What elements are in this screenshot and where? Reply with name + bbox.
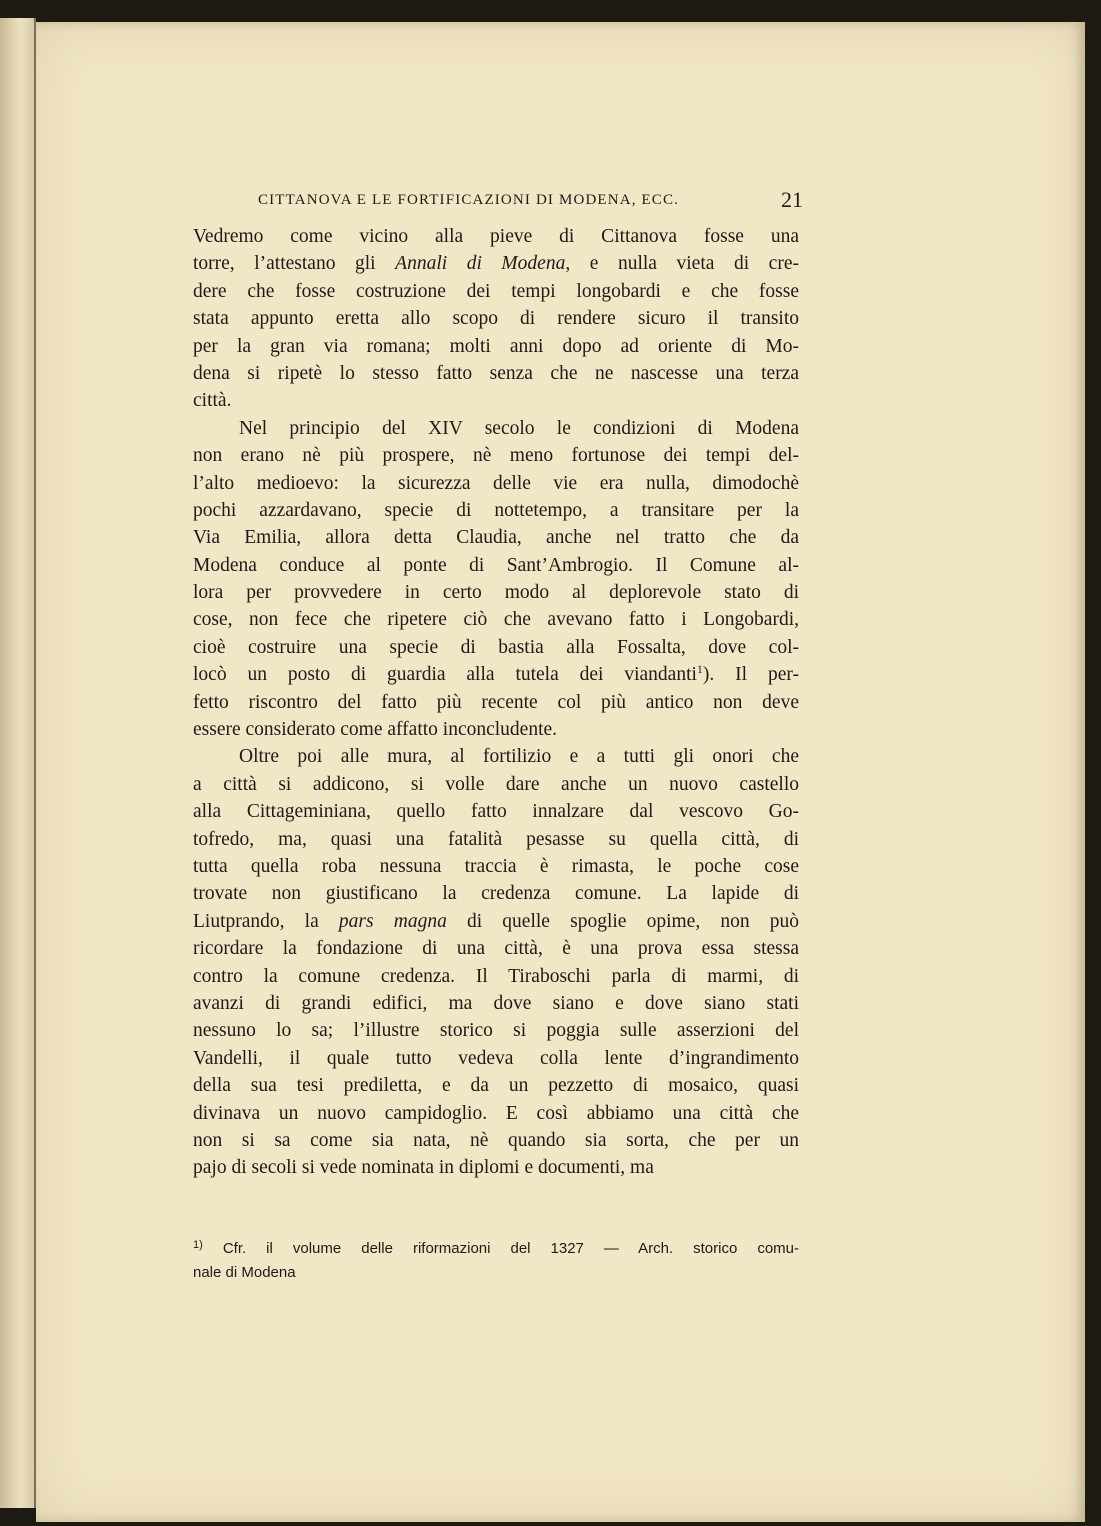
text-line: della sua tesi prediletta, e da un pezzetto di mosaico, quasi bbox=[193, 1075, 799, 1097]
page-number: 21 bbox=[781, 187, 803, 212]
text-line: per la gran via romana; molti anni dopo ad oriente di Mo- bbox=[193, 335, 799, 357]
text-line: pajo di secoli si vede nominata in diplomi e documenti, ma bbox=[193, 1157, 654, 1179]
paragraph bbox=[193, 743, 799, 1181]
text-line: alla Cittageminiana, quello fatto innalzare dal vescovo Go- bbox=[193, 801, 799, 823]
text-line: Liutprando, la pars magna di quelle spoglie opime, non può bbox=[193, 910, 800, 932]
text-line: cioè costruire una specie di bastia alla Fossalta, dove col- bbox=[193, 636, 799, 658]
text-line: fetto riscontro del fatto più recente col più antico non deve bbox=[193, 691, 799, 713]
footnote-reference: 1 bbox=[696, 662, 703, 677]
text-line: torre, l’attestano gli Annali di Modena, e nulla vieta di cre- bbox=[193, 253, 799, 275]
text-line: Vandelli, il quale tutto vedeva colla lente d’ingrandimento bbox=[193, 1047, 799, 1069]
text-line: nessuno lo sa; l’illustre storico si poggia sulle asserzioni del bbox=[193, 1020, 799, 1042]
text-line: dena si ripetè lo stesso fatto senza che ne nascesse una terza bbox=[193, 362, 799, 384]
text-line: non erano nè più prospere, nè meno fortunose dei tempi del- bbox=[193, 445, 799, 467]
footnote-line: $^{1)}$ Cfr. il volume delle riformazioni del 1327 — Arch. storico comu- bbox=[193, 1239, 800, 1257]
text-line: Oltre poi alle mura, al fortilizio e a tutti gli onori che bbox=[239, 746, 799, 768]
text-line: tofredo, ma, quasi una fatalità pesasse su quella città, di bbox=[193, 828, 799, 850]
text-line: ricordare la fondazione di una città, è una prova essa stessa bbox=[193, 938, 799, 960]
text-line: città. bbox=[193, 390, 232, 412]
text-line: pochi azzardavano, specie di nottetempo, a transitare per la bbox=[193, 499, 799, 521]
text-line: l’alto medioevo: la sicurezza delle vie era nulla, dimodochè bbox=[193, 472, 799, 494]
text-line: divinava un nuovo campidoglio. E così abbiamo una città che bbox=[193, 1102, 799, 1124]
footnote-line: nale di Modena bbox=[193, 1264, 296, 1281]
text-line: stata appunto eretta allo scopo di rendere sicuro il transito bbox=[193, 308, 799, 330]
book-page bbox=[36, 22, 1085, 1522]
text-line: tutta quella roba nessuna traccia è rimasta, le poche cose bbox=[193, 855, 799, 877]
text-line: a città si addicono, si volle dare anche un nuovo castello bbox=[193, 773, 799, 795]
body-text bbox=[193, 223, 799, 1182]
previous-page-edge bbox=[0, 18, 36, 1508]
text-line: contro la comune credenza. Il Tiraboschi parla di marmi, di bbox=[193, 965, 799, 987]
paragraph bbox=[193, 223, 799, 415]
text-line: Via Emilia, allora detta Claudia, anche nel tratto che da bbox=[193, 527, 799, 549]
text-line: Vedremo come vicino alla pieve di Cittanova fosse una bbox=[193, 226, 799, 247]
text-line: essere considerato come affatto inconcludente. bbox=[193, 719, 558, 741]
footnote-marker: 1) bbox=[193, 1239, 203, 1251]
running-head bbox=[258, 187, 803, 214]
text-line: Modena conduce al ponte di Sant’Ambrogio. Il Comune al- bbox=[193, 554, 799, 576]
running-head-title: CITTANOVA E LE FORTIFICAZIONI DI MODENA, ECC. bbox=[258, 192, 680, 208]
text-line: avanzi di grandi edifici, ma dove siano e dove siano stati bbox=[193, 992, 799, 1014]
text-line: lora per provvedere in certo modo al deplorevole stato di bbox=[193, 582, 799, 604]
text-line: dere che fosse costruzione dei tempi longobardi e che fosse bbox=[193, 280, 799, 302]
italic-title: Annali di Modena bbox=[395, 253, 566, 275]
text-line: Nel principio del XIV secolo le condizioni di Modena bbox=[239, 417, 799, 439]
paragraph bbox=[193, 415, 799, 744]
text-line: locò un posto di guardia alla tutela dei viandanti$^1$). Il per- bbox=[193, 662, 799, 686]
text-line: trovate non giustificano la credenza comune. La lapide di bbox=[193, 883, 799, 905]
italic-title: pars magna bbox=[338, 910, 447, 932]
text-line: non si sa come sia nata, nè quando sia sorta, che per un bbox=[193, 1129, 799, 1151]
text-line: cose, non fece che ripetere ciò che avevano fatto i Longobardi, bbox=[193, 609, 799, 631]
footnote bbox=[193, 1237, 799, 1285]
